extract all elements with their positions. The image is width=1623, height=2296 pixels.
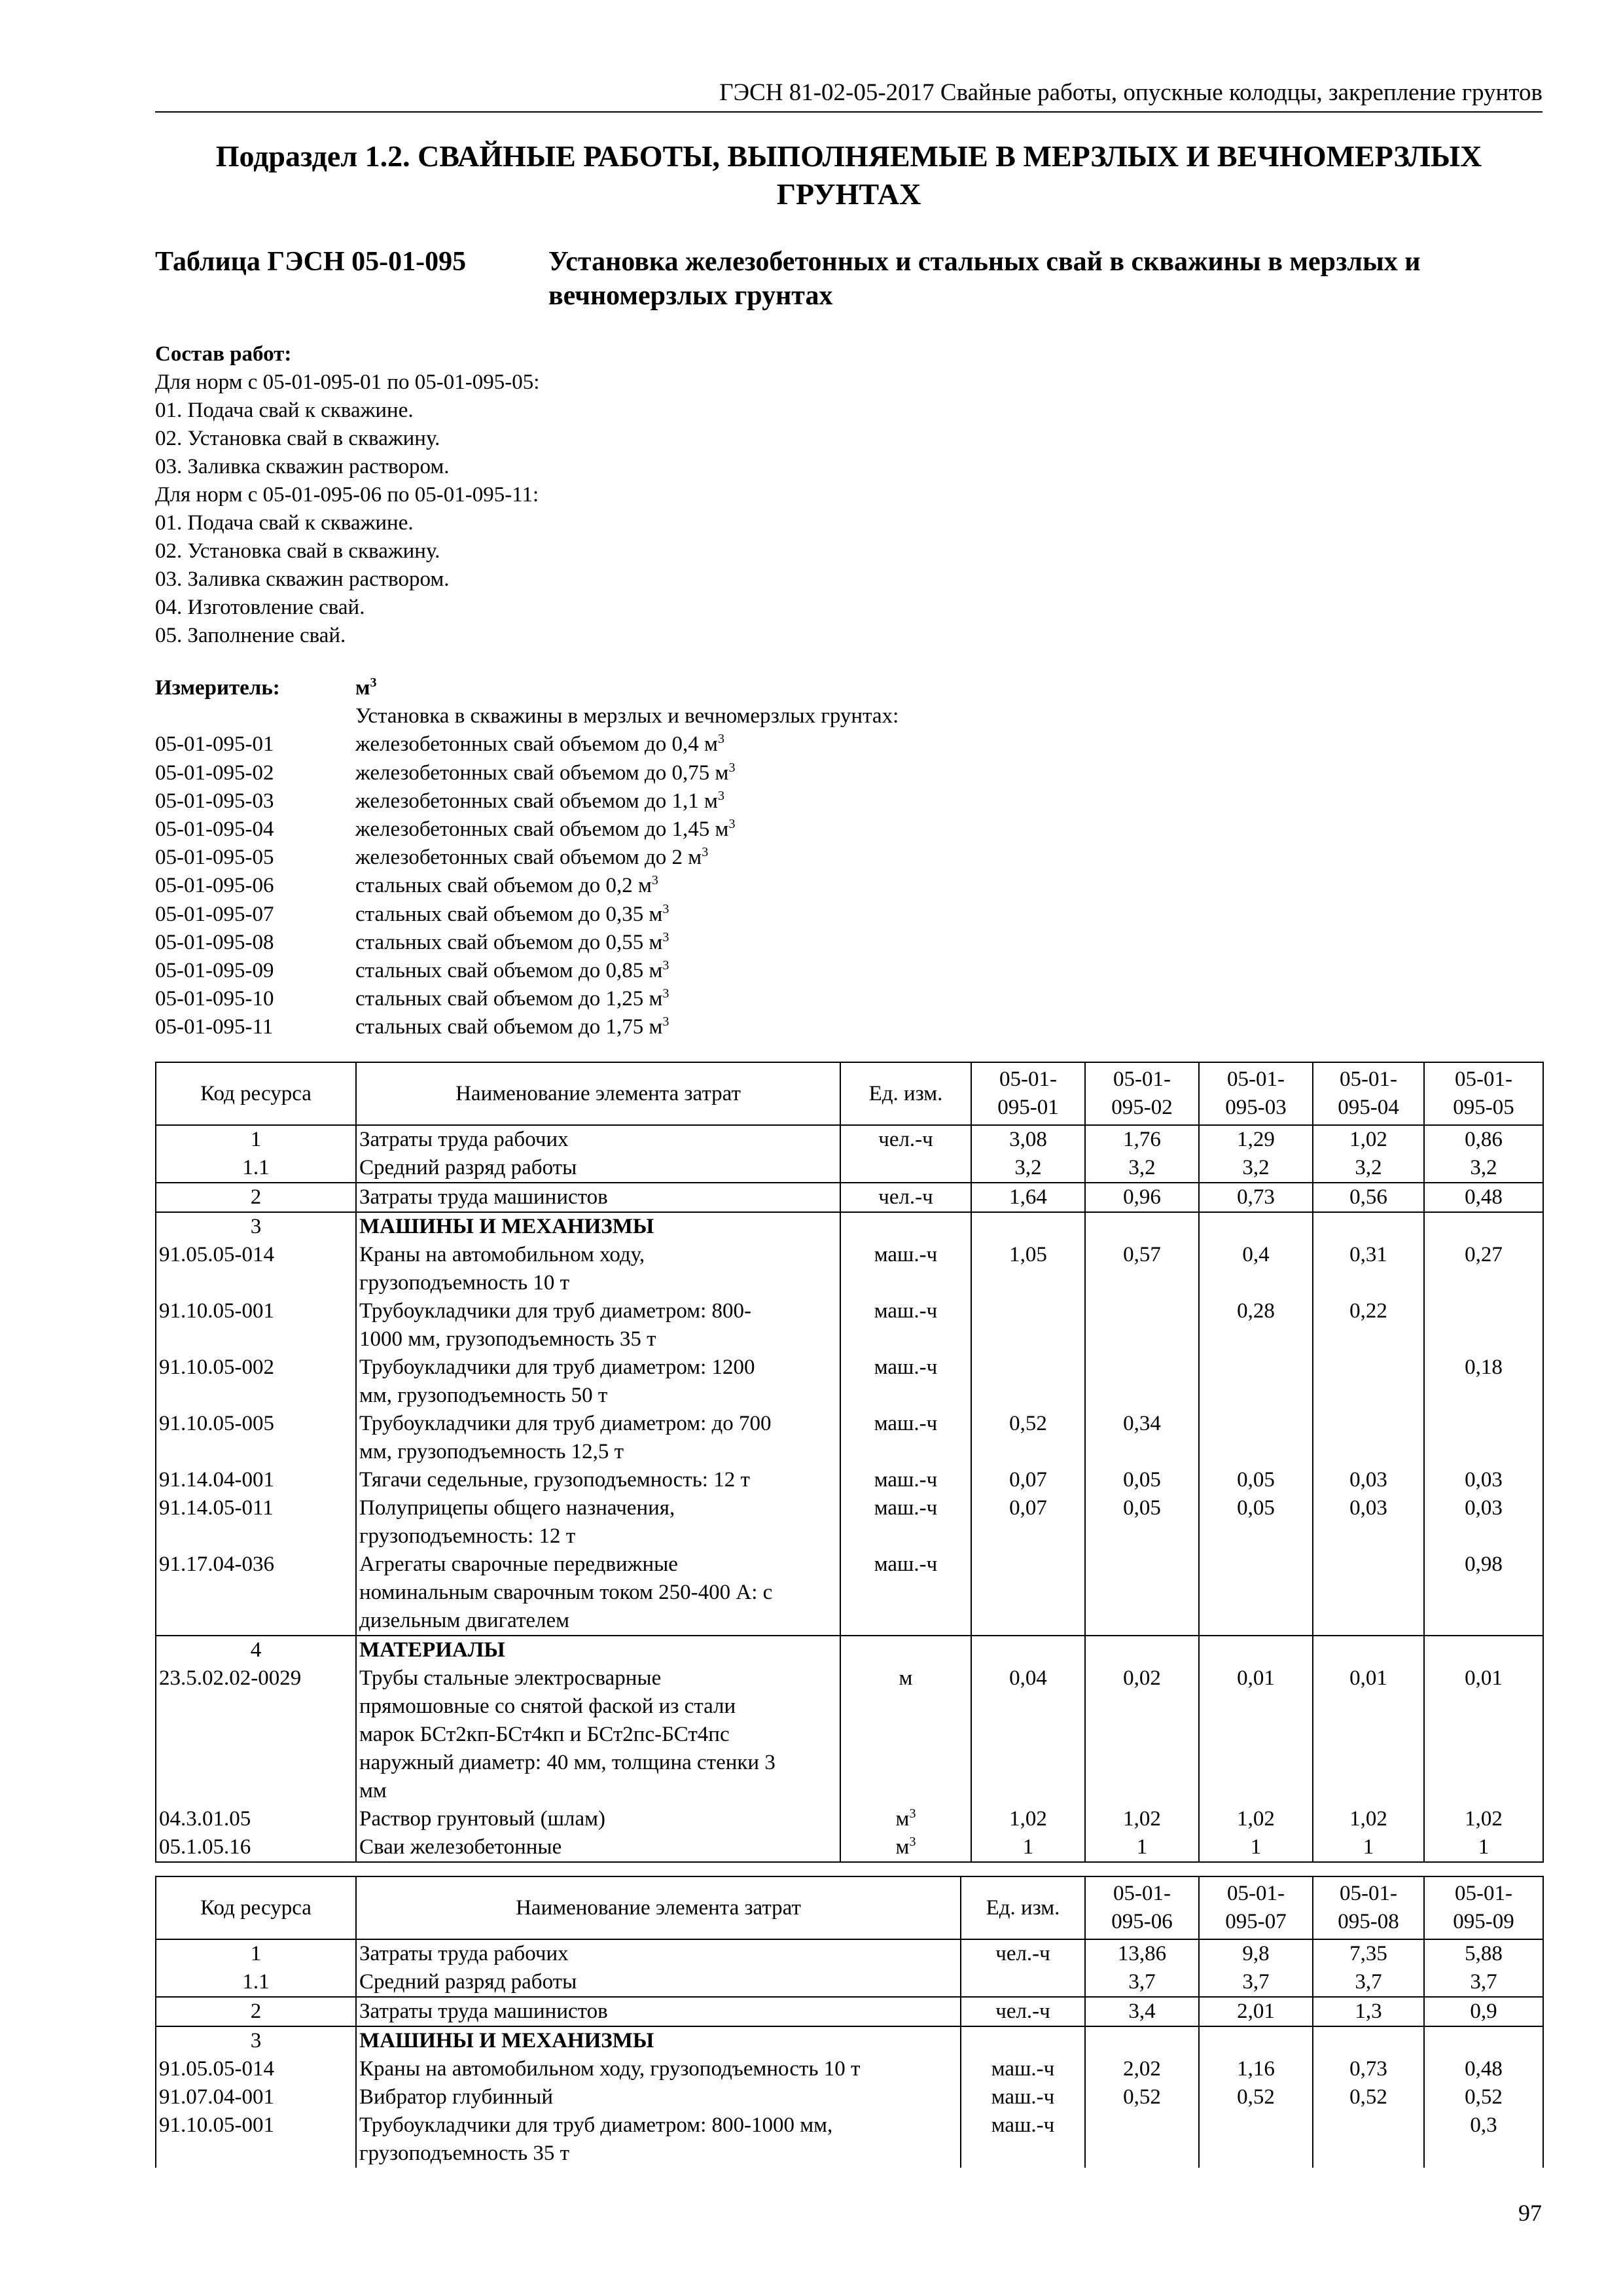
norm-value: 0,56	[1313, 1183, 1424, 1212]
norm-value: 0,48	[1424, 1183, 1543, 1212]
norm-value	[1313, 2026, 1424, 2055]
norm-code: 05-01-095-09	[155, 959, 274, 983]
norm-item	[155, 1013, 899, 1041]
norm-value: 3,7	[1424, 1968, 1543, 1997]
work-step: Для норм с 05-01-095-01 по 05-01-095-05:	[155, 370, 540, 394]
col-header-norm: 05-01- 095-03	[1199, 1062, 1313, 1125]
norm-value	[1199, 2026, 1313, 2055]
norm-value: 3,2	[1085, 1154, 1199, 1183]
norm-value	[1085, 1636, 1199, 1664]
norm-code: 05-01-095-11	[155, 1015, 274, 1039]
resource-code: 91.17.04-036	[156, 1551, 356, 1636]
norm-description: стальных свай объемом до 1,25 $м^3$	[355, 986, 669, 1011]
work-step: 02. Установка свай в скважину.	[155, 427, 440, 450]
norm-value: 1,16	[1199, 2055, 1313, 2083]
norm-value: 0,01	[1313, 1664, 1424, 1805]
norm-value	[971, 1212, 1085, 1241]
norm-value: 0,27	[1424, 1241, 1543, 1297]
table-row	[156, 1939, 1543, 1968]
col-header-unit: Ед. изм.	[961, 1876, 1085, 1939]
norm-value	[1424, 1297, 1543, 1354]
norm-value	[1199, 1410, 1313, 1466]
norm-value: 3,7	[1199, 1968, 1313, 1997]
norm-value: 2,02	[1085, 2055, 1199, 2083]
norm-value	[1199, 1551, 1313, 1636]
resource-code: 1.1	[156, 1154, 356, 1183]
norm-value	[1313, 1212, 1424, 1241]
resource-unit: маш.-ч	[840, 1466, 971, 1494]
work-step: 04. Изготовление свай.	[155, 596, 365, 619]
resource-name: Краны на автомобильном ходу, грузоподъемность 10 т	[356, 2055, 961, 2083]
norm-value: 0,86	[1424, 1125, 1543, 1154]
resource-code: 91.07.04-001	[156, 2083, 356, 2111]
resource-unit: маш.-ч	[840, 1354, 971, 1410]
table-row	[156, 1212, 1543, 1241]
norm-value: 0,52	[971, 1410, 1085, 1466]
resource-name: Затраты труда рабочих	[356, 1939, 961, 1968]
running-header: ГЭСН 81-02-05-2017 Свайные работы, опускные колодцы, закрепление грунтов	[155, 79, 1543, 113]
table-row	[156, 2111, 1543, 2168]
norm-value	[1199, 2111, 1313, 2168]
table-row	[156, 1354, 1543, 1410]
norm-value: 1,02	[1313, 1125, 1424, 1154]
norm-code: 05-01-095-07	[155, 902, 274, 926]
col-header-name: Наименование элемента затрат	[356, 1062, 840, 1125]
resource-unit	[840, 1212, 971, 1241]
norm-value: 1	[1313, 1833, 1424, 1862]
norm-item	[155, 901, 899, 929]
norm-value	[1085, 1212, 1199, 1241]
norm-code: 05-01-095-01	[155, 732, 274, 757]
table-row	[156, 2083, 1543, 2111]
norm-value: 0,52	[1199, 2083, 1313, 2111]
norm-value: 0,52	[1313, 2083, 1424, 2111]
norm-value: 0,96	[1085, 1183, 1199, 1212]
norm-value	[1085, 2026, 1199, 2055]
norm-description: стальных свай объемом до 0,2 $м^3$	[355, 873, 658, 898]
norm-value: 0,52	[1424, 2083, 1543, 2111]
norm-value: 0,03	[1313, 1466, 1424, 1494]
norm-value: 1,02	[1199, 1805, 1313, 1833]
table-row	[156, 1997, 1543, 2026]
norm-value	[1085, 1354, 1199, 1410]
norm-value: 1,02	[1085, 1805, 1199, 1833]
resource-name: Трубы стальные электросварные прямошовные со снятой фаской из стали марок БСт2кп-БСт4кп и БСт2пс-БСт4пс наружный диаметр: 40 мм, толщина стенки 3 мм	[356, 1664, 840, 1805]
resource-name: Полуприцепы общего назначения, грузоподъемность: 12 т	[356, 1494, 840, 1551]
col-header-code: Код ресурса	[156, 1062, 356, 1125]
work-step: 01. Подача свай к скважине.	[155, 511, 414, 535]
resource-unit	[961, 1968, 1085, 1997]
norm-value: 1,02	[1424, 1805, 1543, 1833]
resource-name: Затраты труда рабочих	[356, 1125, 840, 1154]
norm-value: 1	[1424, 1833, 1543, 1862]
norm-value	[1313, 1551, 1424, 1636]
table-row	[156, 1410, 1543, 1466]
norm-item	[155, 787, 899, 816]
norm-code: 05-01-095-06	[155, 874, 274, 898]
resource-code: 91.10.05-001	[156, 2111, 356, 2168]
resource-name: Затраты труда машинистов	[356, 1997, 961, 2026]
norm-value	[971, 1297, 1085, 1354]
resource-unit: маш.-ч	[840, 1297, 971, 1354]
norm-value: 7,35	[1313, 1939, 1424, 1968]
table-row	[156, 2055, 1543, 2083]
col-header-norm: 05-01- 095-02	[1085, 1062, 1199, 1125]
resource-name: Трубоукладчики для труб диаметром: 800-1000 мм, грузоподъемность 35 т	[356, 2111, 961, 2168]
norm-value	[1199, 1636, 1313, 1664]
norm-value	[1085, 2111, 1199, 2168]
col-header-norm: 05-01- 095-08	[1313, 1876, 1424, 1939]
resource-name: Средний разряд работы	[356, 1154, 840, 1183]
norm-description: железобетонных свай объемом до 0,4 $м^3$	[355, 732, 724, 757]
work-composition-list	[155, 368, 539, 650]
norm-description: железобетонных свай объемом до 1,45 $м^3$	[355, 817, 736, 842]
norm-item	[155, 759, 899, 787]
norm-value: 3,7	[1313, 1968, 1424, 1997]
norm-value: 0,98	[1424, 1551, 1543, 1636]
resource-name: Трубоукладчики для труб диаметром: 1200 мм, грузоподъемность 50 т	[356, 1354, 840, 1410]
norm-value: 1,05	[971, 1241, 1085, 1297]
resource-unit: маш.-ч	[840, 1551, 971, 1636]
norm-item	[155, 957, 899, 985]
resource-name: Трубоукладчики для труб диаметром: 800- 1000 мм, грузоподъемность 35 т	[356, 1297, 840, 1354]
norm-code: 05-01-095-02	[155, 761, 274, 785]
norm-value	[1085, 1551, 1199, 1636]
resource-name: МАШИНЫ И МЕХАНИЗМЫ	[356, 1212, 840, 1241]
table-row	[156, 2026, 1543, 2055]
norm-value: 0,03	[1424, 1494, 1543, 1551]
norm-value: 0,31	[1313, 1241, 1424, 1297]
norm-value: 3,08	[971, 1125, 1085, 1154]
resource-code: 1	[156, 1939, 356, 1968]
table-row	[156, 1241, 1543, 1297]
norm-value	[1424, 1636, 1543, 1664]
norm-value	[1424, 1410, 1543, 1466]
resource-code: 23.5.02.02-0029	[156, 1664, 356, 1805]
norm-description: стальных свай объемом до 0,35 $м^3$	[355, 901, 669, 926]
norm-description: стальных свай объемом до 0,85 $м^3$	[355, 958, 669, 983]
resource-name: Вибратор глубинный	[356, 2083, 961, 2111]
resource-code: 2	[156, 1997, 356, 2026]
norm-value: 1,02	[971, 1805, 1085, 1833]
norm-value	[1424, 2026, 1543, 2055]
col-header-norm: 05-01- 095-06	[1085, 1876, 1199, 1939]
norm-value	[1085, 1297, 1199, 1354]
table-title: Установка железобетонных и стальных свай в скважины в мерзлых и вечномерзлых грунтах	[548, 247, 1421, 311]
norm-value: 0,22	[1313, 1297, 1424, 1354]
norm-description: стальных свай объемом до 0,55 $м^3$	[355, 929, 669, 954]
resource-code: 91.10.05-005	[156, 1410, 356, 1466]
norm-value: 1	[971, 1833, 1085, 1862]
resource-code: 04.3.01.05	[156, 1805, 356, 1833]
table-row	[156, 1494, 1543, 1551]
norm-value: 1	[1199, 1833, 1313, 1862]
norm-value: 0,28	[1199, 1297, 1313, 1354]
table-row	[156, 1551, 1543, 1636]
resource-unit: маш.-ч	[961, 2055, 1085, 2083]
resource-code: 3	[156, 2026, 356, 2055]
resource-table-1	[155, 1062, 1544, 1863]
table-row	[156, 1968, 1543, 1997]
norm-value	[971, 1551, 1085, 1636]
norm-code: 05-01-095-04	[155, 817, 274, 842]
resource-name: Средний разряд работы	[356, 1968, 961, 1997]
resource-unit: м	[840, 1664, 971, 1805]
norm-item	[155, 872, 899, 900]
resource-name: МАШИНЫ И МЕХАНИЗМЫ	[356, 2026, 961, 2055]
norm-item	[155, 844, 899, 872]
norm-value: 0,73	[1199, 1183, 1313, 1212]
norm-code: 05-01-095-05	[155, 846, 274, 870]
resource-code: 91.10.05-002	[156, 1354, 356, 1410]
work-step: 02. Установка свай в скважину.	[155, 539, 440, 563]
norm-value: 3,2	[1424, 1154, 1543, 1183]
norm-value	[1313, 1410, 1424, 1466]
work-step: 03. Заливка скважин раствором.	[155, 567, 450, 591]
col-header-norm: 05-01- 095-01	[971, 1062, 1085, 1125]
resource-unit: $м^3$	[840, 1833, 971, 1862]
norm-value	[1199, 1212, 1313, 1241]
resource-table-2	[155, 1876, 1544, 2168]
table-row	[156, 1183, 1543, 1212]
resource-code: 05.1.05.16	[156, 1833, 356, 1862]
resource-name: Сваи железобетонные	[356, 1833, 840, 1862]
resource-name: Раствор грунтовый (шлам)	[356, 1805, 840, 1833]
norm-item	[155, 730, 899, 759]
col-header-name: Наименование элемента затрат	[356, 1876, 961, 1939]
norm-value: 0,73	[1313, 2055, 1424, 2083]
norm-code: 05-01-095-10	[155, 987, 274, 1011]
norm-value: 0,57	[1085, 1241, 1199, 1297]
norm-value: 5,88	[1424, 1939, 1543, 1968]
page-number: 97	[1518, 2200, 1542, 2226]
norm-value: 0,01	[1199, 1664, 1313, 1805]
resource-unit: маш.-ч	[840, 1241, 971, 1297]
norm-value: 3,7	[1085, 1968, 1199, 1997]
resource-code: 1	[156, 1125, 356, 1154]
table-row	[156, 1297, 1543, 1354]
resource-name: Краны на автомобильном ходу, грузоподъемность 10 т	[356, 1241, 840, 1297]
norm-item	[155, 985, 899, 1013]
norm-value	[1313, 1636, 1424, 1664]
norm-code: 05-01-095-03	[155, 789, 274, 813]
table-row	[156, 1833, 1543, 1862]
col-header-unit: Ед. изм.	[840, 1062, 971, 1125]
resource-code: 91.05.05-014	[156, 1241, 356, 1297]
resource-unit: $м^3$	[840, 1805, 971, 1833]
resource-code: 91.05.05-014	[156, 2055, 356, 2083]
resource-code: 3	[156, 1212, 356, 1241]
resource-name: Затраты труда машинистов	[356, 1183, 840, 1212]
norm-value	[971, 1354, 1085, 1410]
table-row	[156, 1154, 1543, 1183]
norm-item	[155, 816, 899, 844]
norm-value: 0,34	[1085, 1410, 1199, 1466]
table-row	[156, 1636, 1543, 1664]
norm-value: 0,04	[971, 1664, 1085, 1805]
norm-value: 0,52	[1085, 2083, 1199, 2111]
norm-value: 1,02	[1313, 1805, 1424, 1833]
norm-description: стальных свай объемом до 1,75 $м^3$	[355, 1014, 669, 1039]
meter-unit: $м^3$	[355, 675, 377, 700]
meter-intro: Установка в скважины в мерзлых и вечномерзлых грунтах:	[355, 704, 899, 728]
work-step: 05. Заполнение свай.	[155, 624, 346, 647]
resource-unit	[961, 2026, 1085, 2055]
table-row	[156, 1664, 1543, 1805]
resource-unit: маш.-ч	[840, 1410, 971, 1466]
col-header-norm: 05-01- 095-07	[1199, 1876, 1313, 1939]
norm-value: 0,07	[971, 1494, 1085, 1551]
resource-unit	[840, 1636, 971, 1664]
work-composition-heading: Состав работ:	[155, 342, 292, 366]
norm-value: 0,05	[1199, 1466, 1313, 1494]
work-step: 01. Подача свай к скважине.	[155, 399, 414, 422]
work-step: 03. Заливка скважин раствором.	[155, 455, 450, 478]
resource-code: 4	[156, 1636, 356, 1664]
table-row	[156, 1805, 1543, 1833]
header-row	[156, 1876, 1543, 1939]
norm-value	[1199, 1354, 1313, 1410]
resource-unit	[840, 1154, 971, 1183]
subsection-title: Подраздел 1.2. СВАЙНЫЕ РАБОТЫ, ВЫПОЛНЯЕМЫЕ В МЕРЗЛЫХ И ВЕЧНОМЕРЗЛЫХ ГРУНТАХ	[215, 139, 1482, 211]
norm-list	[155, 730, 899, 1041]
col-header-norm: 05-01- 095-09	[1424, 1876, 1543, 1939]
meter-label: Измеритель:	[155, 676, 280, 700]
norm-description: железобетонных свай объемом до 1,1 $м^3$	[355, 788, 724, 813]
norm-value: 0,48	[1424, 2055, 1543, 2083]
norm-value: 0,02	[1085, 1664, 1199, 1805]
meter-block	[155, 674, 899, 1042]
header-row	[156, 1062, 1543, 1125]
table-label: Таблица ГЭСН 05-01-095	[155, 247, 467, 277]
norm-value: 1,64	[971, 1183, 1085, 1212]
norm-value: 0,05	[1085, 1466, 1199, 1494]
resource-unit: маш.-ч	[840, 1494, 971, 1551]
work-composition	[155, 340, 539, 650]
norm-value: 3,4	[1085, 1997, 1199, 2026]
norm-value	[1313, 1354, 1424, 1410]
work-step: Для норм с 05-01-095-06 по 05-01-095-11:	[155, 483, 539, 507]
resource-code: 91.10.05-001	[156, 1297, 356, 1354]
resource-name: Тягачи седельные, грузоподъемность: 12 т	[356, 1466, 840, 1494]
col-header-norm: 05-01- 095-04	[1313, 1062, 1424, 1125]
table-row	[156, 1466, 1543, 1494]
resource-code: 1.1	[156, 1968, 356, 1997]
col-header-norm: 05-01- 095-05	[1424, 1062, 1543, 1125]
norm-value: 0,05	[1085, 1494, 1199, 1551]
resource-unit: маш.-ч	[961, 2083, 1085, 2111]
norm-value: 0,03	[1424, 1466, 1543, 1494]
norm-value: 3,2	[971, 1154, 1085, 1183]
resource-code: 91.14.05-011	[156, 1494, 356, 1551]
norm-value: 0,01	[1424, 1664, 1543, 1805]
norm-value: 0,05	[1199, 1494, 1313, 1551]
norm-value: 2,01	[1199, 1997, 1313, 2026]
norm-value: 1	[1085, 1833, 1199, 1862]
resource-unit: чел.-ч	[961, 1997, 1085, 2026]
norm-value: 1,29	[1199, 1125, 1313, 1154]
resource-code: 2	[156, 1183, 356, 1212]
norm-code: 05-01-095-08	[155, 930, 274, 954]
resource-unit: чел.-ч	[840, 1183, 971, 1212]
norm-description: железобетонных свай объемом до 2 $м^3$	[355, 845, 709, 870]
norm-value: 1,76	[1085, 1125, 1199, 1154]
norm-value	[1424, 1212, 1543, 1241]
norm-value: 9,8	[1199, 1939, 1313, 1968]
resource-code: 91.14.04-001	[156, 1466, 356, 1494]
resource-unit: чел.-ч	[961, 1939, 1085, 1968]
resource-unit: чел.-ч	[840, 1125, 971, 1154]
norm-value: 0,18	[1424, 1354, 1543, 1410]
norm-value	[1313, 2111, 1424, 2168]
norm-value: 0,03	[1313, 1494, 1424, 1551]
norm-value: 1,3	[1313, 1997, 1424, 2026]
norm-value: 3,2	[1313, 1154, 1424, 1183]
norm-value: 0,9	[1424, 1997, 1543, 2026]
norm-item	[155, 929, 899, 957]
resource-unit: маш.-ч	[961, 2111, 1085, 2168]
table-row	[156, 1125, 1543, 1154]
norm-value: 0,4	[1199, 1241, 1313, 1297]
resource-name: Агрегаты сварочные передвижные номинальным сварочным током 250-400 А: с дизельным двигателем	[356, 1551, 840, 1636]
norm-value: 0,3	[1424, 2111, 1543, 2168]
norm-value: 13,86	[1085, 1939, 1199, 1968]
col-header-code: Код ресурса	[156, 1876, 356, 1939]
norm-value: 3,2	[1199, 1154, 1313, 1183]
norm-value: 0,07	[971, 1466, 1085, 1494]
norm-value	[971, 1636, 1085, 1664]
norm-description: железобетонных свай объемом до 0,75 $м^3$	[355, 760, 736, 785]
resource-name: МАТЕРИАЛЫ	[356, 1636, 840, 1664]
resource-name: Трубоукладчики для труб диаметром: до 700 мм, грузоподъемность 12,5 т	[356, 1410, 840, 1466]
